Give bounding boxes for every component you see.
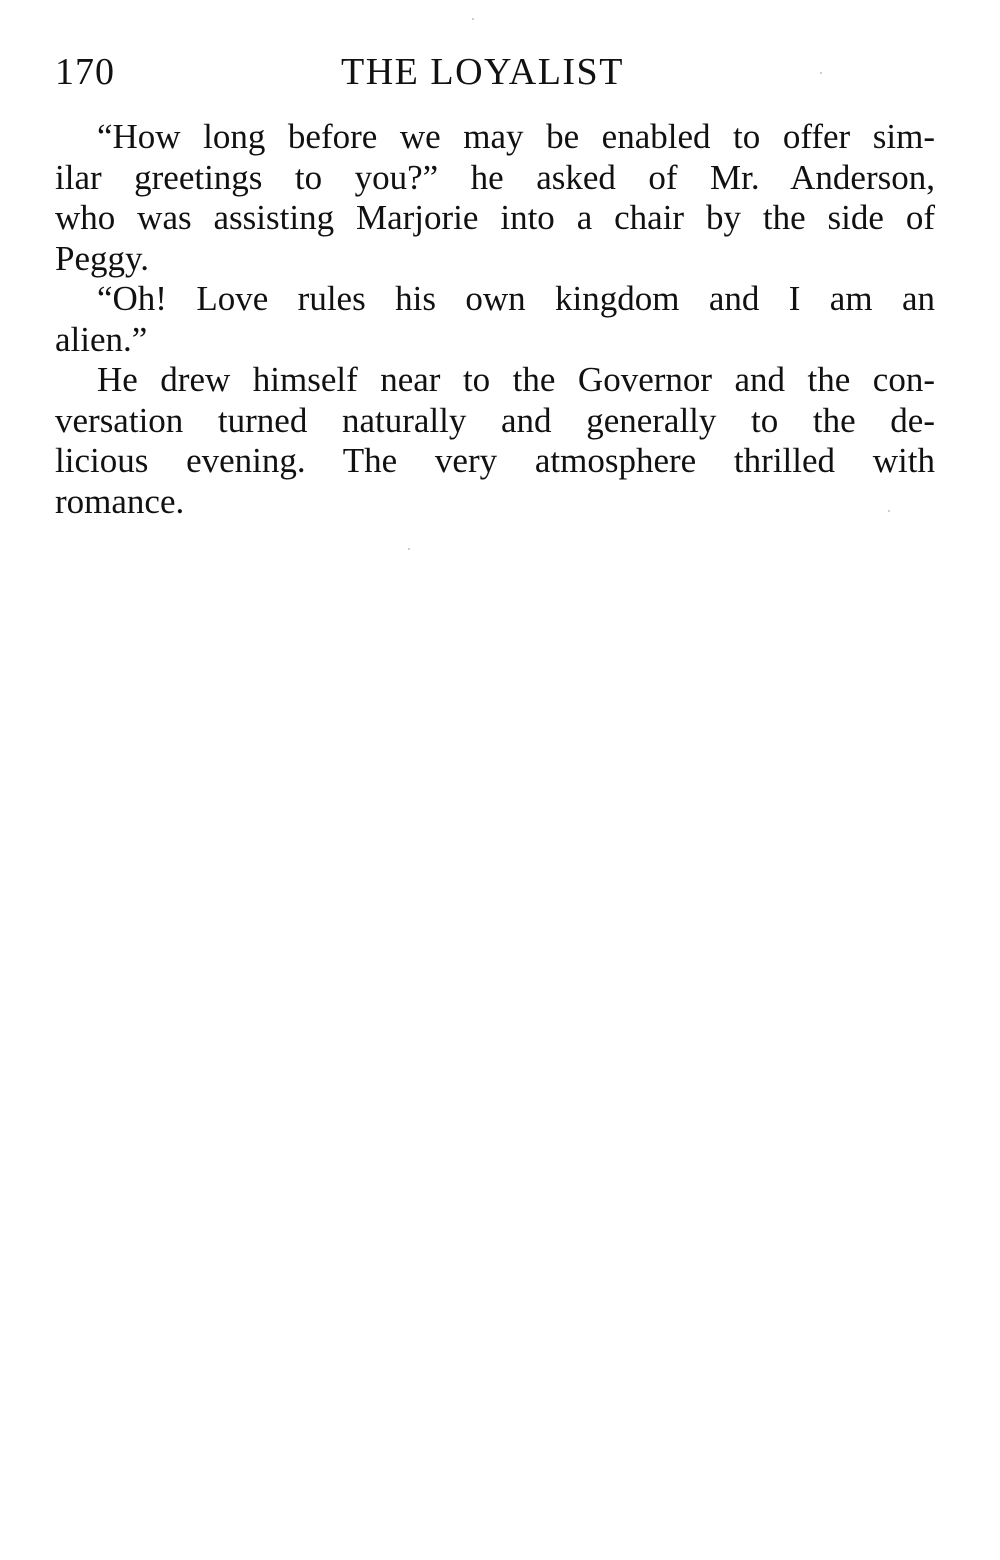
text-line: Peggy. (55, 238, 149, 278)
text-line: versation turned naturally and generally to the de- (55, 400, 935, 440)
running-title: THE LOYALIST (341, 51, 624, 93)
paragraph (55, 279, 935, 360)
scan-speck (888, 510, 890, 512)
paragraph (55, 117, 935, 279)
body-text (55, 117, 935, 522)
scan-speck (820, 72, 822, 74)
text-line: “How long before we may be enabled to offer sim- (97, 117, 935, 156)
scan-speck (472, 18, 474, 20)
page-number: 170 (55, 51, 115, 93)
page-header (55, 50, 935, 100)
scan-speck (408, 548, 410, 550)
text-line: licious evening. The very atmosphere thrilled with (55, 441, 935, 480)
text-line: He drew himself near to the Governor and the con- (97, 360, 935, 399)
text-line: who was assisting Marjorie into a chair by the side of (55, 198, 935, 237)
text-line: ilar greetings to you?” he asked of Mr. Anderson, (55, 157, 935, 197)
text-line: “Oh! Love rules his own kingdom and I am an (97, 279, 935, 318)
text-line: romance. (55, 481, 185, 521)
paragraph (55, 360, 935, 522)
text-line: alien.” (55, 319, 148, 359)
